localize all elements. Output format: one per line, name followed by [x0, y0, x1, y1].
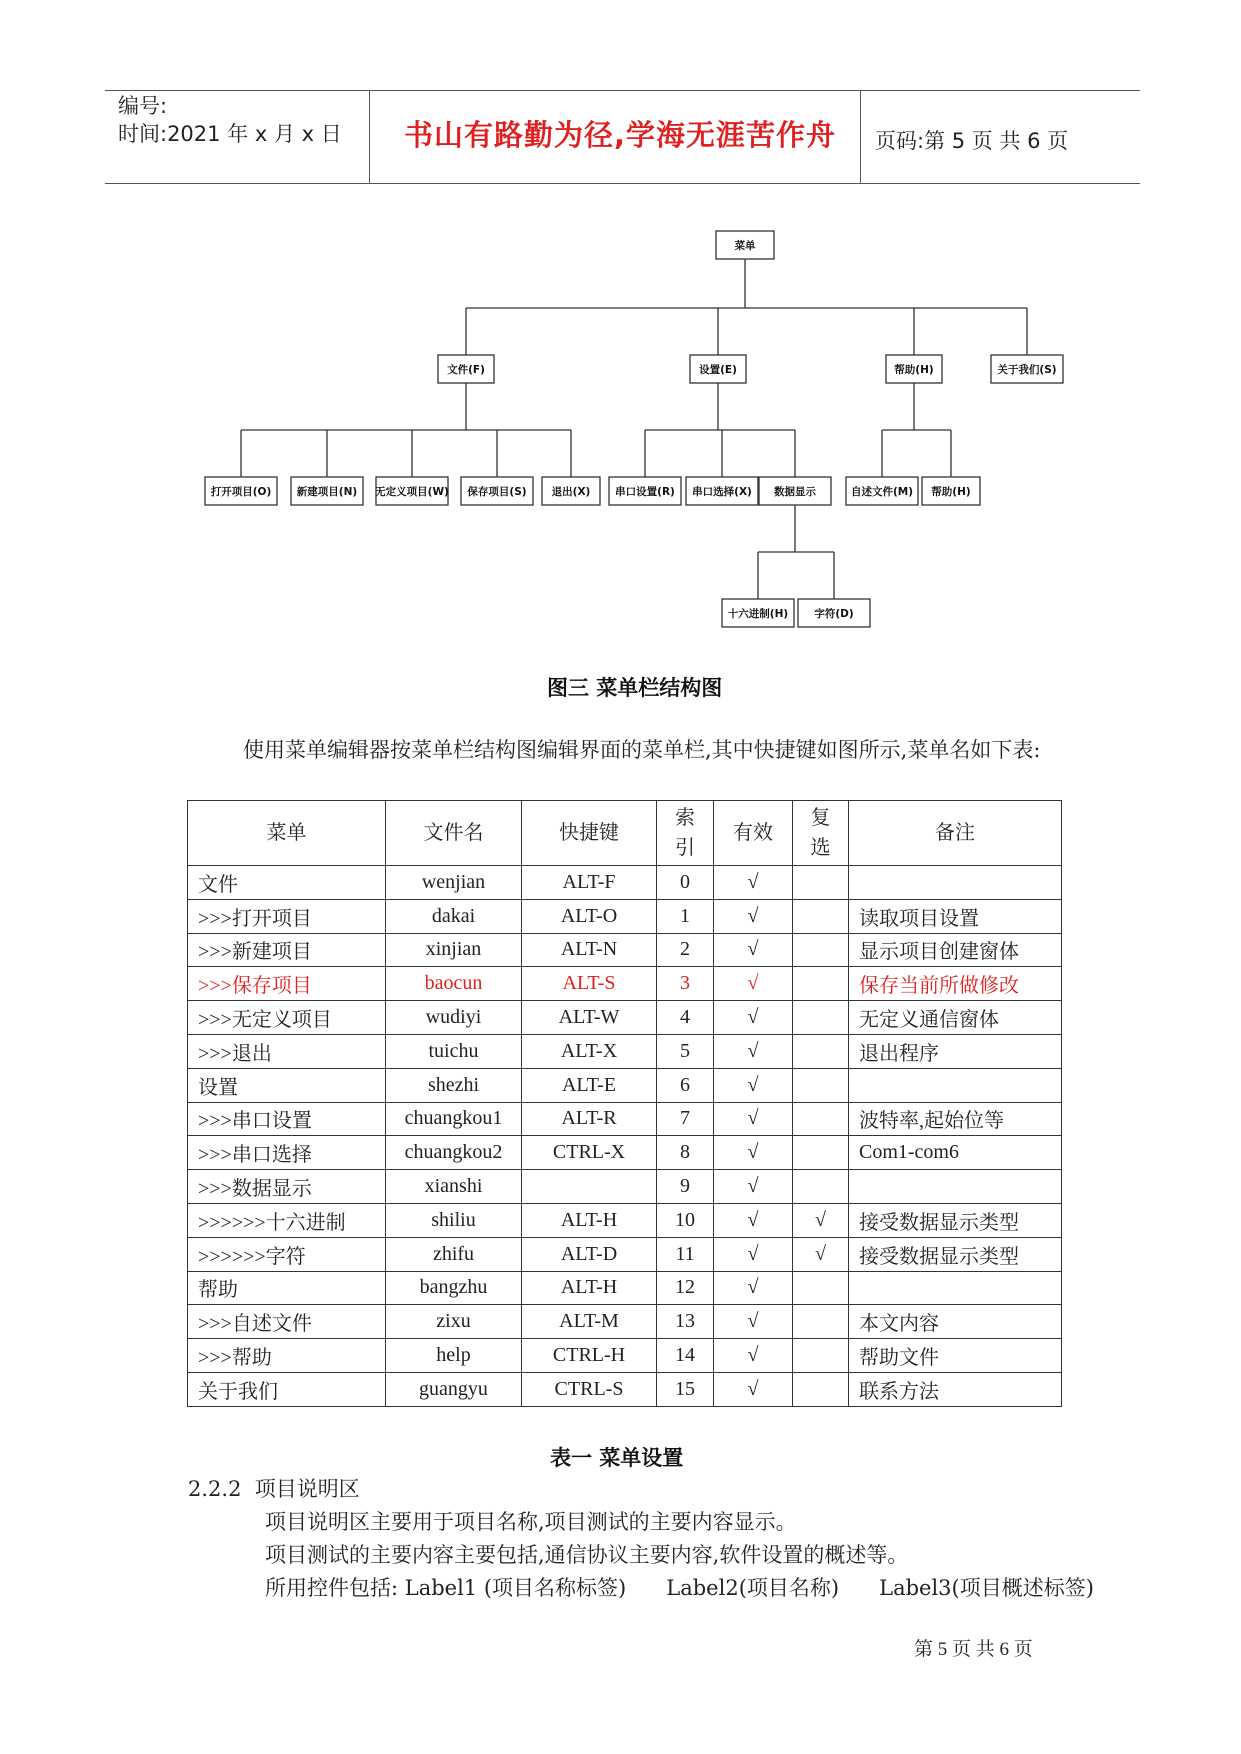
table-caption: 表一 菜单设置: [550, 1446, 684, 1470]
cell-shortcut: ALT-O: [522, 899, 657, 933]
tree-node: [542, 477, 600, 505]
cell-valid: √: [714, 1305, 793, 1339]
tree-node: [686, 477, 758, 505]
tree-node: [798, 599, 870, 627]
cell-note: [849, 1170, 1062, 1204]
tree-node: [205, 477, 277, 505]
tree-node: [846, 477, 918, 505]
table-row: [188, 1034, 1062, 1068]
cell-check: [793, 933, 849, 967]
cell-filename: shezhi: [386, 1068, 522, 1102]
cell-index: 12: [657, 1271, 714, 1305]
tree-node-label: 串口设置(R): [615, 486, 675, 498]
col-header-filename: 文件名: [386, 801, 522, 866]
table-row: [188, 1068, 1062, 1102]
col-header-check-char: 复: [810, 807, 831, 829]
cell-filename: help: [386, 1339, 522, 1373]
cell-check: [793, 866, 849, 900]
section-line-1: 项目说明区主要用于项目名称,项目测试的主要内容显示。: [265, 1510, 797, 1534]
cell-index: 15: [657, 1372, 714, 1406]
tree-node: [716, 231, 774, 259]
cell-valid: √: [714, 967, 793, 1001]
tree-node-label: 退出(X): [551, 486, 591, 498]
cell-check: [793, 1034, 849, 1068]
cell-index: 8: [657, 1136, 714, 1170]
cell-index: 11: [657, 1237, 714, 1271]
cell-index: 4: [657, 1001, 714, 1035]
table-row: [188, 1203, 1062, 1237]
tree-node-label: 无定义项目(W): [375, 486, 449, 498]
tree-node: [461, 477, 533, 505]
cell-menu: 文件: [188, 866, 386, 900]
cell-shortcut: ALT-R: [522, 1102, 657, 1136]
cell-check: [793, 899, 849, 933]
cell-menu: 关于我们: [188, 1372, 386, 1406]
cell-check: [793, 1102, 849, 1136]
cell-note: 显示项目创建窗体: [849, 933, 1062, 967]
cell-filename: zhifu: [386, 1237, 522, 1271]
table-row: [188, 1001, 1062, 1035]
tree-node-label: 保存项目(S): [467, 486, 527, 498]
cell-index: 6: [657, 1068, 714, 1102]
cell-filename: xinjian: [386, 933, 522, 967]
tree-node-label: 帮助(H): [931, 486, 971, 498]
col-header-check: [793, 801, 849, 866]
cell-shortcut: ALT-M: [522, 1305, 657, 1339]
cell-valid: √: [714, 1170, 793, 1204]
col-header-index-char: 引: [675, 837, 695, 859]
tree-node-label: 打开项目(O): [210, 486, 272, 498]
cell-shortcut: CTRL-S: [522, 1372, 657, 1406]
table-row: [188, 967, 1062, 1001]
cell-menu: >>>自述文件: [188, 1305, 386, 1339]
cell-shortcut: [522, 1170, 657, 1204]
cell-menu: >>>>>>字符: [188, 1237, 386, 1271]
tree-node-label: 数据显示: [774, 486, 816, 498]
cell-note: [849, 866, 1062, 900]
cell-valid: √: [714, 1068, 793, 1102]
cell-check: √: [793, 1237, 849, 1271]
cell-shortcut: ALT-H: [522, 1271, 657, 1305]
cell-filename: guangyu: [386, 1372, 522, 1406]
cell-note: 接受数据显示类型: [849, 1237, 1062, 1271]
cell-check: [793, 1170, 849, 1204]
col-header-index-char: 索: [675, 807, 695, 829]
tree-node-label: 菜单: [734, 240, 756, 252]
cell-filename: dakai: [386, 899, 522, 933]
tree-node-label: 关于我们(S): [997, 364, 1057, 376]
cell-valid: √: [714, 1203, 793, 1237]
serial-label: 编号:: [118, 94, 168, 118]
tree-node: [438, 355, 494, 383]
figure-caption: 图三 菜单栏结构图: [547, 676, 723, 700]
cell-shortcut: ALT-H: [522, 1203, 657, 1237]
col-header-index: [657, 801, 714, 866]
tree-node-label: 串口选择(X): [692, 486, 752, 498]
cell-check: [793, 1136, 849, 1170]
cell-shortcut: ALT-F: [522, 866, 657, 900]
cell-note: 接受数据显示类型: [849, 1203, 1062, 1237]
cell-note: 读取项目设置: [849, 899, 1062, 933]
cell-shortcut: ALT-S: [522, 967, 657, 1001]
tree-node: [375, 477, 449, 505]
col-header-valid: 有效: [714, 801, 793, 866]
cell-note: 本文内容: [849, 1305, 1062, 1339]
cell-note: 波特率,起始位等: [849, 1102, 1062, 1136]
cell-note: 无定义通信窗体: [849, 1001, 1062, 1035]
cell-valid: √: [714, 1271, 793, 1305]
cell-index: 13: [657, 1305, 714, 1339]
cell-filename: xianshi: [386, 1170, 522, 1204]
cell-filename: bangzhu: [386, 1271, 522, 1305]
cell-shortcut: ALT-E: [522, 1068, 657, 1102]
section-number: 2.2.2: [188, 1477, 242, 1501]
menu-structure-diagram: [0, 0, 1241, 660]
table-row: [188, 866, 1062, 900]
col-header-note: 备注: [849, 801, 1062, 866]
page-footer: 第 5 页 共 6 页: [914, 1639, 1033, 1660]
cell-filename: chuangkou1: [386, 1102, 522, 1136]
cell-valid: √: [714, 1001, 793, 1035]
table-row: [188, 1237, 1062, 1271]
cell-menu: >>>>>>十六进制: [188, 1203, 386, 1237]
cell-index: 5: [657, 1034, 714, 1068]
date-label: 时间:2021 年 x 月 x 日: [118, 122, 342, 146]
cell-menu: >>>帮助: [188, 1339, 386, 1373]
cell-index: 2: [657, 933, 714, 967]
cell-note: 联系方法: [849, 1372, 1062, 1406]
cell-menu: >>>保存项目: [188, 967, 386, 1001]
cell-index: 14: [657, 1339, 714, 1373]
cell-index: 3: [657, 967, 714, 1001]
cell-menu: >>>无定义项目: [188, 1001, 386, 1035]
cell-check: √: [793, 1203, 849, 1237]
table-header-row: [188, 801, 1062, 866]
cell-menu: 设置: [188, 1068, 386, 1102]
tree-node-label: 设置(E): [699, 364, 737, 376]
table-body: [188, 866, 1062, 1407]
table-row: [188, 933, 1062, 967]
cell-note: Com1-com6: [849, 1136, 1062, 1170]
tree-node-label: 新建项目(N): [296, 486, 358, 498]
menu-settings-table: [187, 800, 1062, 1407]
tree-node: [291, 477, 363, 505]
col-header-check-char: 选: [810, 837, 831, 859]
tree-node-label: 字符(D): [814, 608, 854, 620]
cell-menu: >>>新建项目: [188, 933, 386, 967]
cell-valid: √: [714, 1102, 793, 1136]
table-row: [188, 1372, 1062, 1406]
cell-menu: >>>串口选择: [188, 1136, 386, 1170]
cell-shortcut: ALT-W: [522, 1001, 657, 1035]
cell-filename: baocun: [386, 967, 522, 1001]
cell-index: 9: [657, 1170, 714, 1204]
tree-node: [722, 599, 794, 627]
tree-node: [886, 355, 942, 383]
cell-valid: √: [714, 899, 793, 933]
cell-note: [849, 1271, 1062, 1305]
cell-shortcut: CTRL-H: [522, 1339, 657, 1373]
cell-check: [793, 967, 849, 1001]
tree-node: [922, 477, 980, 505]
cell-valid: √: [714, 1136, 793, 1170]
cell-note: 帮助文件: [849, 1339, 1062, 1373]
cell-check: [793, 1068, 849, 1102]
section-title: 项目说明区: [254, 1477, 360, 1501]
cell-filename: zixu: [386, 1305, 522, 1339]
tree-node: [991, 355, 1063, 383]
col-header-menu: 菜单: [188, 801, 386, 866]
cell-check: [793, 1001, 849, 1035]
cell-index: 0: [657, 866, 714, 900]
cell-index: 7: [657, 1102, 714, 1136]
tree-node-label: 十六进制(H): [727, 608, 789, 620]
cell-filename: tuichu: [386, 1034, 522, 1068]
cell-check: [793, 1305, 849, 1339]
section-heading: [188, 1473, 360, 1506]
section-line-3: 所用控件包括: Label1 (项目名称标签) Label2(项目名称) Label3(项目概述标签): [265, 1576, 1094, 1600]
cell-check: [793, 1271, 849, 1305]
tree-node: [609, 477, 681, 505]
table-row: [188, 899, 1062, 933]
cell-menu: >>>串口设置: [188, 1102, 386, 1136]
cell-valid: √: [714, 1372, 793, 1406]
table-row: [188, 1339, 1062, 1373]
section-line-2: 项目测试的主要内容主要包括,通信协议主要内容,软件设置的概述等。: [265, 1543, 909, 1567]
cell-check: [793, 1339, 849, 1373]
header-page-info: 页码:第 5 页 共 6 页: [875, 129, 1069, 153]
cell-valid: √: [714, 1034, 793, 1068]
cell-index: 10: [657, 1203, 714, 1237]
col-header-shortcut: 快捷键: [522, 801, 657, 866]
cell-filename: wudiyi: [386, 1001, 522, 1035]
cell-shortcut: ALT-D: [522, 1237, 657, 1271]
table-row: [188, 1170, 1062, 1204]
cell-menu: >>>退出: [188, 1034, 386, 1068]
tree-node: [690, 355, 746, 383]
tree-node-label: 帮助(H): [894, 364, 934, 376]
cell-valid: √: [714, 933, 793, 967]
cell-menu: >>>数据显示: [188, 1170, 386, 1204]
cell-menu: >>>打开项目: [188, 899, 386, 933]
cell-note: 退出程序: [849, 1034, 1062, 1068]
cell-filename: chuangkou2: [386, 1136, 522, 1170]
cell-shortcut: ALT-X: [522, 1034, 657, 1068]
intro-paragraph: [187, 734, 1067, 767]
cell-valid: √: [714, 1339, 793, 1373]
cell-check: [793, 1372, 849, 1406]
cell-index: 1: [657, 899, 714, 933]
cell-filename: shiliu: [386, 1203, 522, 1237]
motto: 书山有路勤为径,学海无涯苦作舟: [403, 118, 837, 152]
cell-filename: wenjian: [386, 866, 522, 900]
cell-valid: √: [714, 1237, 793, 1271]
tree-node-label: 自述文件(M): [850, 486, 914, 498]
cell-shortcut: CTRL-X: [522, 1136, 657, 1170]
cell-note: 保存当前所做修改: [849, 967, 1062, 1001]
cell-note: [849, 1068, 1062, 1102]
table-row: [188, 1305, 1062, 1339]
cell-shortcut: ALT-N: [522, 933, 657, 967]
table-row: [188, 1102, 1062, 1136]
table-row: [188, 1271, 1062, 1305]
tree-node-label: 文件(F): [447, 364, 485, 376]
cell-menu: 帮助: [188, 1271, 386, 1305]
cell-valid: √: [714, 866, 793, 900]
table-row: [188, 1136, 1062, 1170]
tree-node: [759, 477, 831, 505]
intro-text: 使用菜单编辑器按菜单栏结构图编辑界面的菜单栏,其中快捷键如图所示,菜单名如下表:: [243, 738, 1041, 762]
